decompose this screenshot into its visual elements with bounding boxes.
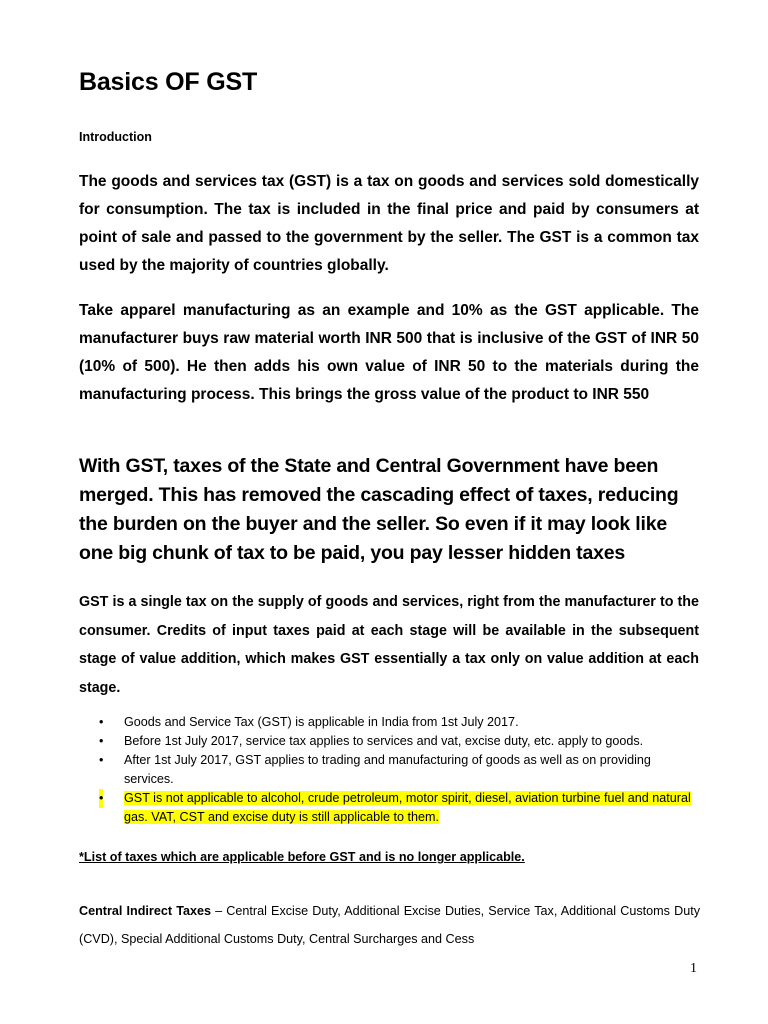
page-number: 1 bbox=[690, 961, 697, 976]
bullet-icon: • bbox=[99, 734, 104, 748]
list-item-text: GST is not applicable to alcohol, crude petroleum, motor spirit, diesel, aviation turbine fuel and natural gas. VAT, CST and excise duty is still applicable to them. bbox=[124, 791, 691, 824]
paragraph-apparel-example: Take apparel manufacturing as an example and 10% as the GST applicable. The manufacturer buys raw material worth INR 500 that is inclusive of the GST of INR 50 (10% of 500). He then adds his own value of INR 50 to the materials during the manufacturing process. This brings the gross value of the product to INR 550 bbox=[79, 302, 699, 403]
taxes-list-note: *List of taxes which are applicable before GST and is no longer applicable. bbox=[79, 850, 525, 864]
section-heading-introduction: Introduction bbox=[79, 130, 152, 144]
list-item-text: After 1st July 2017, GST applies to trading and manufacturing of goods as well as on providing services. bbox=[124, 753, 651, 786]
list-item bbox=[79, 732, 704, 751]
bullet-icon: • bbox=[99, 789, 103, 808]
list-item bbox=[79, 713, 704, 732]
central-indirect-taxes-label: Central Indirect Taxes bbox=[79, 904, 211, 918]
paragraph-merged-taxes: With GST, taxes of the State and Central Government have been merged. This has removed the cascading effect of taxes, reducing the burden on the buyer and the seller. So even if it may look like one big chunk of tax to be paid, you pay lesser hidden taxes bbox=[79, 455, 679, 564]
list-item-highlighted bbox=[79, 789, 704, 827]
bullet-icon: • bbox=[99, 753, 104, 767]
list-item-text: Before 1st July 2017, service tax applies to services and vat, excise duty, etc. apply to goods. bbox=[124, 734, 644, 748]
central-indirect-taxes-text: – Central Excise Duty, Additional Excise Duties, Service Tax, Additional Customs Duty (CVD), Special Additional Customs Duty, Central Surcharges and Cess bbox=[79, 904, 700, 946]
paragraph-single-tax: GST is a single tax on the supply of goods and services, right from the manufacturer to the consumer. Credits of input taxes paid at each stage will be available in the subsequent stage of value addition, which makes GST essentially a tax only on value addition at each stage. bbox=[79, 594, 699, 696]
list-item-text: Goods and Service Tax (GST) is applicable in India from 1st July 2017. bbox=[124, 715, 519, 729]
bullet-list bbox=[79, 713, 704, 827]
bullet-icon: • bbox=[99, 715, 104, 729]
central-indirect-taxes-paragraph bbox=[79, 897, 700, 953]
paragraph-gst-definition: The goods and services tax (GST) is a tax on goods and services sold domestically for consumption. The tax is included in the final price and paid by consumers at point of sale and passed to the government by the seller. The GST is a common tax used by the majority of countries globally. bbox=[79, 173, 699, 274]
list-item bbox=[79, 751, 704, 789]
document-title: Basics OF GST bbox=[79, 68, 258, 96]
